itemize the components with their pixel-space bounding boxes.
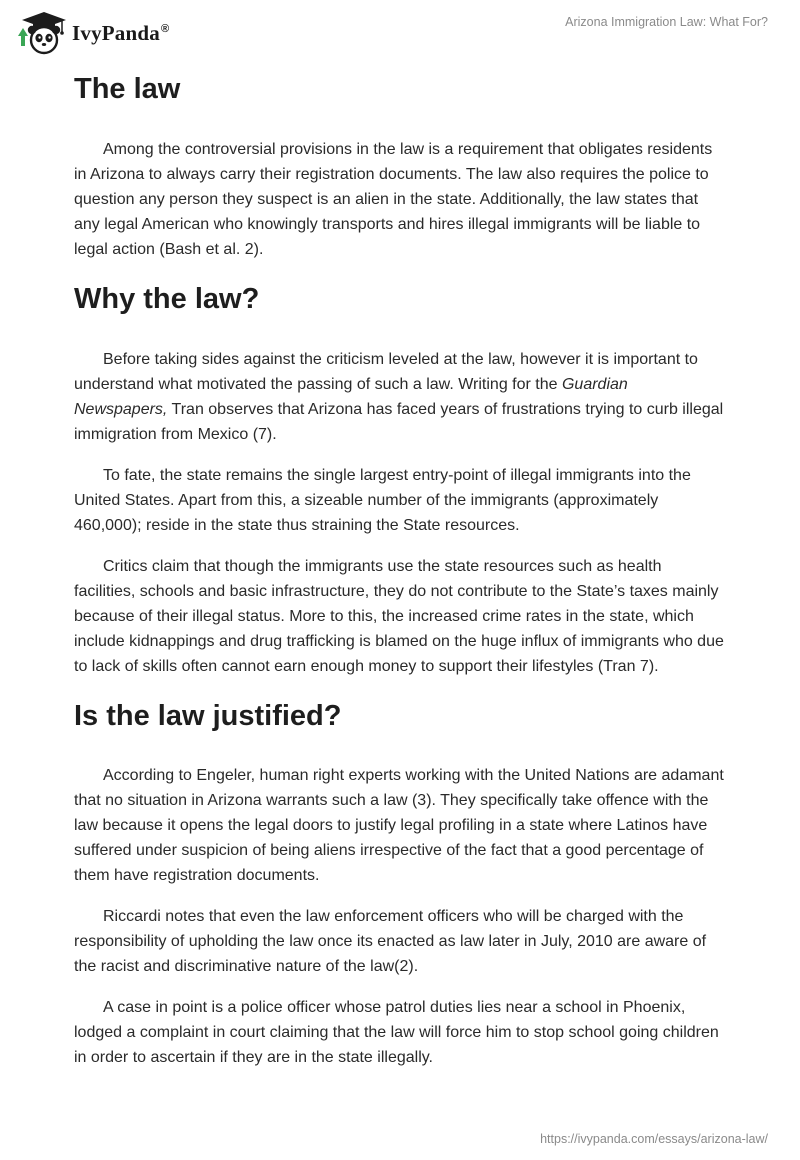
registered-mark: ® — [160, 22, 170, 35]
paragraph: To fate, the state remains the single largest entry-point of illegal immigrants into the United States. Apart from this, a sizeable number of the immigrants (approximately 460,000); reside in the state thus straining the State resources. — [74, 466, 691, 534]
paragraph: Critics claim that though the immigrants use the state resources such as health facilities, schools and basic infrastructure, they do not contribute to the State’s taxes mainly because of their illegal status. More to this, the increased crime rates in the state, which include kidnappings and drug trafficking is blamed on the huge influx of immigrants who due to lack of skills often cannot earn enough money to support their lifestyles (Tran 7). — [74, 557, 724, 675]
section-the-law — [74, 66, 724, 262]
panda-graduate-icon — [14, 8, 70, 56]
brand-logo[interactable] — [14, 8, 169, 56]
article-body — [74, 66, 724, 1086]
paragraph — [74, 347, 724, 447]
paragraph-text: Tran observes that Arizona has faced years of frustrations trying to curb illegal immigration from Mexico (7). — [74, 400, 724, 443]
page-header — [0, 0, 800, 60]
document-title: Arizona Immigration Law: What For? — [565, 15, 768, 29]
paragraph: Riccardi notes that even the law enforcement officers who will be charged with the responsibility of upholding the law once its enacted as law later in July, 2010 are aware of the racist and discriminative nature of the law(2). — [74, 908, 707, 976]
publication-name: Guardian Newspapers, — [74, 375, 628, 418]
paragraph: Among the controversial provisions in the law is a requirement that obligates residents in Arizona to always carry their registration documents. The law also requires the police to question any person they suspect is an alien in the state. Additionally, the law states that any legal American who knowingly transports and hires illegal immigrants will be liable to legal action (Bash et al. 2). — [74, 140, 713, 258]
section-heading: The law — [74, 73, 181, 105]
section-heading: Why the law? — [74, 282, 260, 315]
brand-name: IvyPanda® — [72, 20, 170, 45]
paragraph: A case in point is a police officer whose patrol duties lies near a school in Phoenix, lodged a complaint in court claiming that the law will force him to stop school going children in order to ascertain if they are in the state illegally. — [74, 999, 719, 1067]
section-why-the-law — [74, 278, 724, 679]
paragraph-text: Before taking sides against the criticism leveled at the law, however it is important to understand what motivated the passing of such a law. Writing for the — [74, 350, 698, 393]
source-url[interactable]: https://ivypanda.com/essays/arizona-law/ — [540, 1132, 768, 1146]
section-heading: Is the law justified? — [74, 699, 342, 732]
paragraph: According to Engeler, human right experts working with the United Nations are adamant that no situation in Arizona warrants such a law (3). They specifically take offence with the law because it opens the legal doors to justify legal profiling in a state where Latinos have suffered under suspicion of being aliens irrespective of the fact that a good percentage of them have registration documents. — [74, 767, 724, 885]
section-is-the-law-justified — [74, 695, 724, 1071]
